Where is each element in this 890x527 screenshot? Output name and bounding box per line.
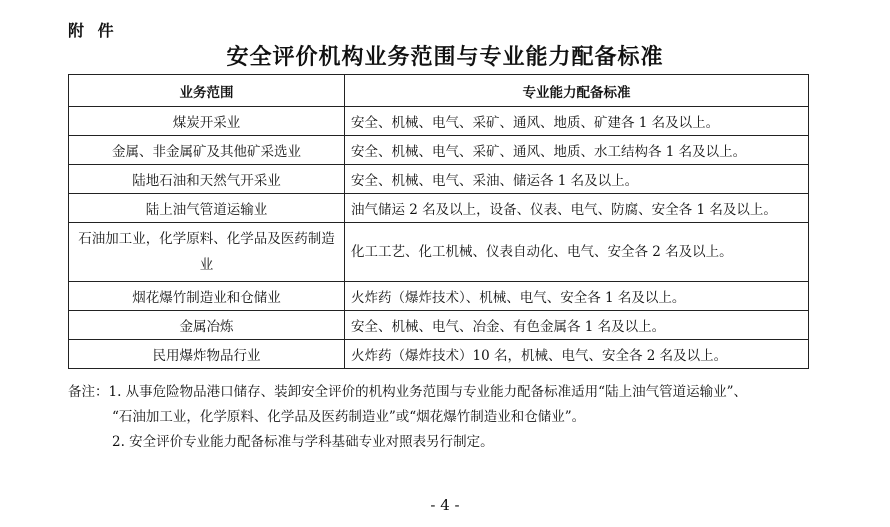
table-row	[69, 194, 809, 223]
requirement-cell: 安全、机械、电气、采矿、通风、地质、水工结构各 1 名及以上。	[345, 136, 809, 165]
table-row	[69, 282, 809, 311]
notes-section	[68, 380, 828, 455]
requirement-cell: 化工工艺、化工机械、仪表自动化、电气、安全各 2 名及以上。	[345, 223, 809, 282]
note-line-3: 2. 安全评价专业能力配备标准与学科基础专业对照表另行制定。	[112, 434, 494, 450]
requirement-cell: 安全、机械、电气、采油、储运各 1 名及以上。	[345, 165, 809, 194]
attachment-label: 附 件	[68, 21, 118, 40]
note-line-2: “石油加工业，化学原料、化学品及医药制造业”或“烟花爆竹制造业和仓储业”。	[112, 409, 586, 425]
requirement-cell: 安全、机械、电气、冶金、有色金属各 1 名及以上。	[345, 311, 809, 340]
page-number: - 4 -	[430, 496, 460, 514]
requirement-cell: 火炸药（爆炸技术）、机械、电气、安全各 1 名及以上。	[345, 282, 809, 311]
scope-cell: 金属冶炼	[69, 311, 345, 340]
table-row	[69, 165, 809, 194]
standards-table	[68, 74, 809, 369]
table-row	[69, 340, 809, 369]
scope-cell: 金属、非金属矿及其他矿采选业	[69, 136, 345, 165]
table-row	[69, 223, 809, 282]
note-line-1: 备注：1. 从事危险物品港口储存、装卸安全评价的机构业务范围与专业能力配备标准适用“陆上油气管道运输业”、	[68, 384, 747, 400]
document-title: 安全评价机构业务范围与专业能力配备标准	[226, 44, 664, 70]
column-header-scope: 业务范围	[69, 75, 345, 107]
requirement-cell: 安全、机械、电气、采矿、通风、地质、矿建各 1 名及以上。	[345, 107, 809, 136]
table-row	[69, 136, 809, 165]
scope-cell: 陆上油气管道运输业	[69, 194, 345, 223]
column-header-requirement: 专业能力配备标准	[345, 75, 809, 107]
scope-cell: 煤炭开采业	[69, 107, 345, 136]
scope-cell: 石油加工业，化学原料、化学品及医药制造业	[69, 223, 345, 282]
requirement-cell: 火炸药（爆炸技术）10 名，机械、电气、安全各 2 名及以上。	[345, 340, 809, 369]
scope-cell: 陆地石油和天然气开采业	[69, 165, 345, 194]
table-header-row	[69, 75, 809, 107]
table-row	[69, 311, 809, 340]
scope-cell: 民用爆炸物品行业	[69, 340, 345, 369]
table-row	[69, 107, 809, 136]
scope-cell: 烟花爆竹制造业和仓储业	[69, 282, 345, 311]
requirement-cell: 油气储运 2 名及以上，设备、仪表、电气、防腐、安全各 1 名及以上。	[345, 194, 809, 223]
